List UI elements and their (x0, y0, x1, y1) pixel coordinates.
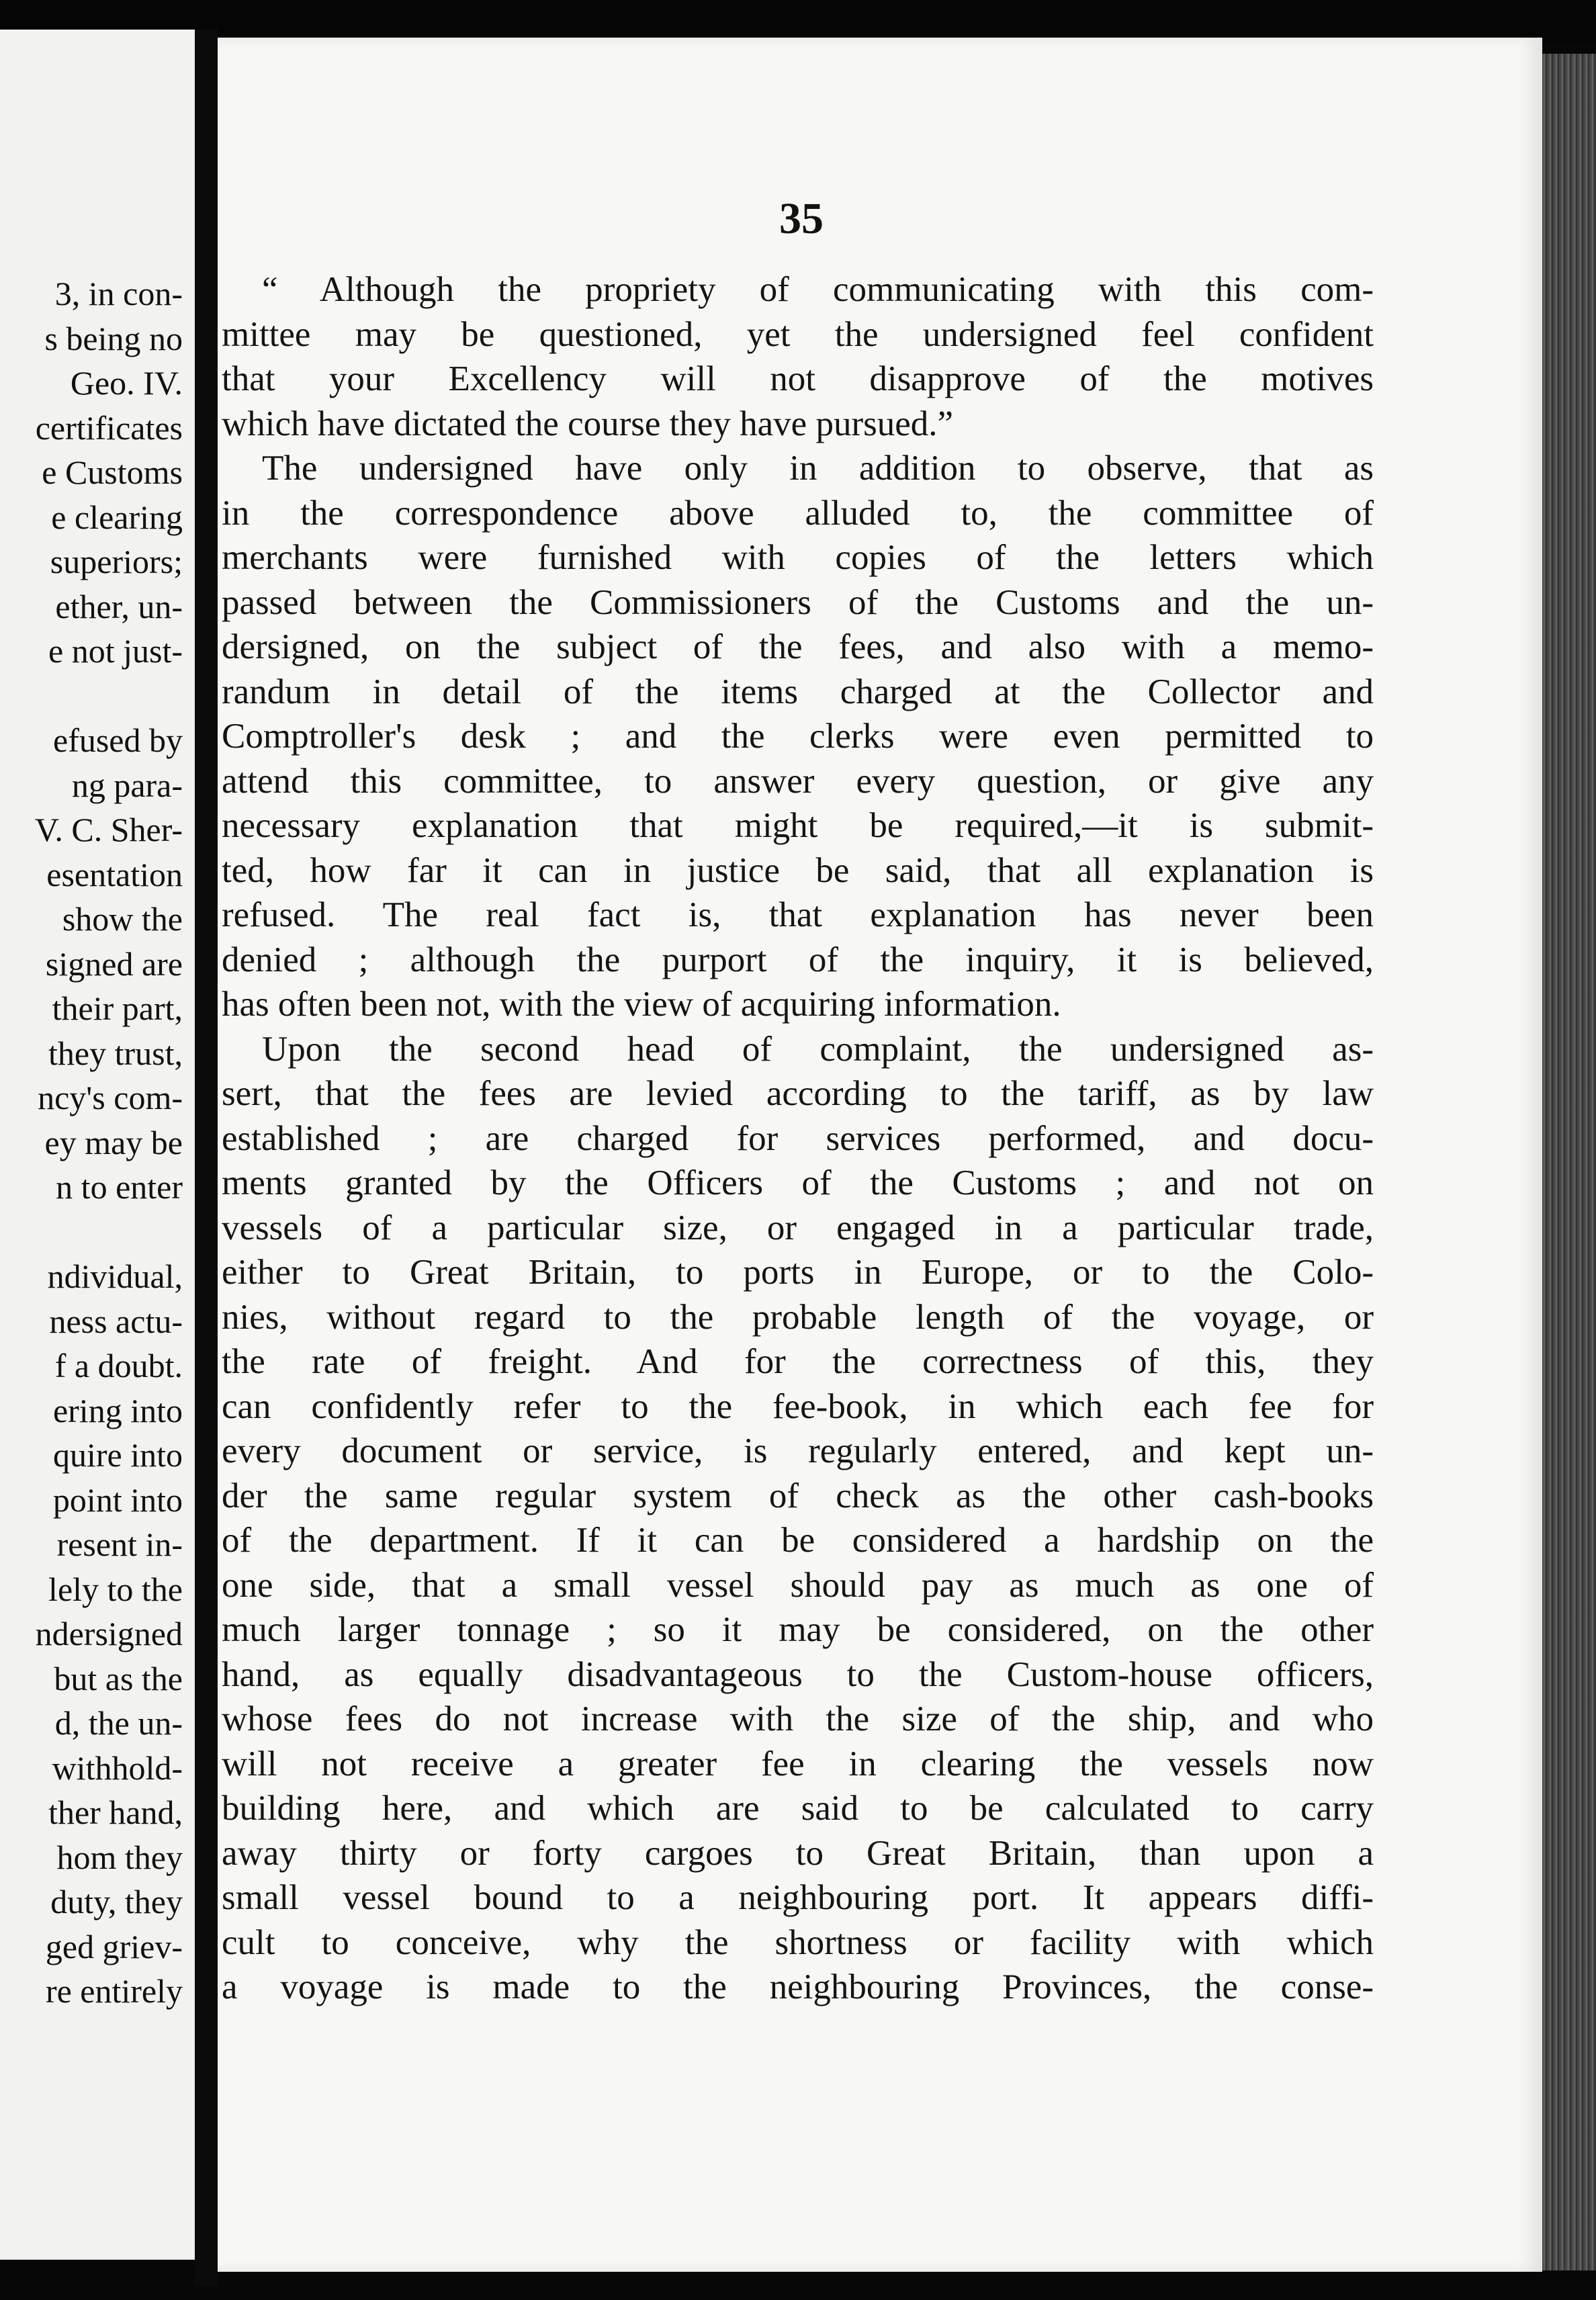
previous-page-line: withhold- (52, 1749, 183, 1787)
previous-page-line: f a doubt. (54, 1347, 183, 1384)
previous-page-line: ndividual, (47, 1257, 183, 1295)
text-line: merchants were furnished with copies of the letters which (222, 538, 1374, 577)
text-line: Upon the second head of complaint, the undersigned as- (262, 1029, 1374, 1069)
text-line: can confidently refer to the fee-book, in which each fee for (222, 1386, 1374, 1426)
text-line: ments granted by the Officers of the Customs ; and not on (222, 1163, 1374, 1202)
previous-page-line: e clearing (51, 498, 183, 536)
previous-page-line: quire into (52, 1436, 183, 1474)
previous-page-line: point into (52, 1480, 183, 1519)
previous-page-line: ther hand, (48, 1794, 183, 1831)
text-line: refused. The real fact is, that explanation has never been (222, 895, 1374, 934)
previous-page-line: certificates (35, 408, 183, 447)
previous-page-line: efused by (53, 721, 183, 759)
scan-top-border (0, 0, 1596, 42)
previous-page-line: s being no (44, 319, 183, 357)
previous-page-line: show the (62, 900, 183, 938)
text-line: a voyage is made to the neighbouring Provinces, the conse- (222, 1967, 1374, 2006)
previous-page-line: ndersigned (35, 1615, 183, 1652)
text-line: away thirty or forty cargoes to Great Britain, than upon a (222, 1833, 1374, 1873)
text-line: has often been not, with the view of acquiring information. (222, 985, 1061, 1024)
previous-page-line: e not just- (48, 632, 183, 670)
previous-page-line: 3, in con- (54, 275, 183, 312)
text-line: Comptroller's desk ; and the clerks were even permitted to (222, 717, 1374, 756)
previous-page-line: ng para- (71, 766, 183, 804)
previous-page-line: e Customs (42, 453, 183, 491)
previous-page-line: they trust, (48, 1034, 183, 1072)
page-edge-stack (1542, 54, 1596, 2270)
text-line: either to Great Britain, to ports in Europe, or to the Colo- (222, 1253, 1374, 1292)
text-line: established ; are charged for services performed, and docu- (222, 1118, 1374, 1158)
text-line: necessary explanation that might be required,—it is submit- (222, 806, 1374, 845)
text-line: hand, as equally disadvantageous to the Custom-house officers, (222, 1654, 1374, 1694)
previous-page-line: Geo. IV. (70, 364, 183, 402)
text-line: attend this committee, to answer every question, or give any (222, 761, 1374, 801)
text-line: of the department. If it can be considered a hardship on the (222, 1521, 1374, 1560)
previous-page-line: V. C. Sher- (34, 811, 183, 848)
previous-page-line: esentation (46, 855, 183, 893)
previous-page-line: d, the un- (54, 1704, 183, 1742)
text-line: nies, without regard to the probable length of the voyage, or (222, 1297, 1374, 1337)
text-line: much larger tonnage ; so it may be considered, on the other (222, 1610, 1374, 1649)
text-line: cult to conceive, why the shortness or facility with which (222, 1922, 1374, 1962)
previous-page-line: lely to the (48, 1570, 183, 1608)
previous-page-line: ncy's com- (38, 1079, 183, 1116)
text-line: denied ; although the purport of the inquiry, it is believed, (222, 940, 1374, 979)
text-line: in the correspondence above alluded to, the committee of (222, 493, 1374, 533)
text-line: every document or service, is regularly entered, and kept un- (222, 1431, 1374, 1470)
text-line: randum in detail of the items charged at the Collector and (222, 672, 1374, 711)
previous-page-line: their part, (52, 989, 183, 1027)
previous-page-line: ether, un- (55, 587, 183, 625)
binding-gutter (195, 30, 218, 2287)
text-line: “ Although the propriety of communicating with this com- (262, 270, 1374, 309)
previous-page-line: hom they (56, 1838, 183, 1876)
text-line: mittee may be questioned, yet the undersigned feel confident (222, 314, 1374, 354)
text-line: that your Excellency will not disapprove of the motives (222, 359, 1374, 398)
text-line: building here, and which are said to be calculated to carry (222, 1789, 1374, 1828)
previous-page-line: n to enter (56, 1168, 183, 1206)
text-line: which have dictated the course they have pursued.” (222, 404, 954, 443)
text-line: the rate of freight. And for the correctness of this, they (222, 1342, 1374, 1381)
text-line: The undersigned have only in addition to observe, that as (262, 449, 1374, 488)
body-text (222, 267, 1374, 2010)
previous-page-line: ering into (52, 1391, 183, 1429)
previous-page-line: ged griev- (45, 1927, 183, 1965)
previous-page-line: ness actu- (49, 1302, 183, 1340)
previous-page-line: but as the (54, 1659, 183, 1697)
text-line: small vessel bound to a neighbouring port. It appears diffi- (222, 1878, 1374, 1917)
page-number: 35 (779, 194, 824, 243)
text-line: one side, that a small vessel should pay as much as one of (222, 1565, 1374, 1605)
previous-page-fragment (0, 30, 195, 2260)
text-line: passed between the Commissioners of the Customs and the un- (222, 582, 1374, 622)
previous-page-line: superiors; (50, 543, 183, 580)
text-line: will not receive a greater fee in clearing the vessels now (222, 1744, 1374, 1783)
text-line: vessels of a particular size, or engaged in a particular trade, (222, 1208, 1374, 1247)
previous-page-line: ey may be (44, 1123, 183, 1161)
text-line: dersigned, on the subject of the fees, and also with a memo- (222, 627, 1374, 666)
previous-page-line: re entirely (45, 1972, 183, 2010)
text-line: der the same regular system of check as the other cash-books (222, 1476, 1374, 1515)
previous-page-line: signed are (45, 944, 183, 983)
previous-page-line: resent in- (56, 1525, 183, 1563)
text-line: sert, that the fees are levied according to the tariff, as by law (222, 1074, 1374, 1113)
text-line: whose fees do not increase with the size of the ship, and who (222, 1699, 1374, 1738)
text-line: ted, how far it can in justice be said, that all explanation is (222, 850, 1374, 890)
previous-page-line: duty, they (50, 1883, 183, 1920)
